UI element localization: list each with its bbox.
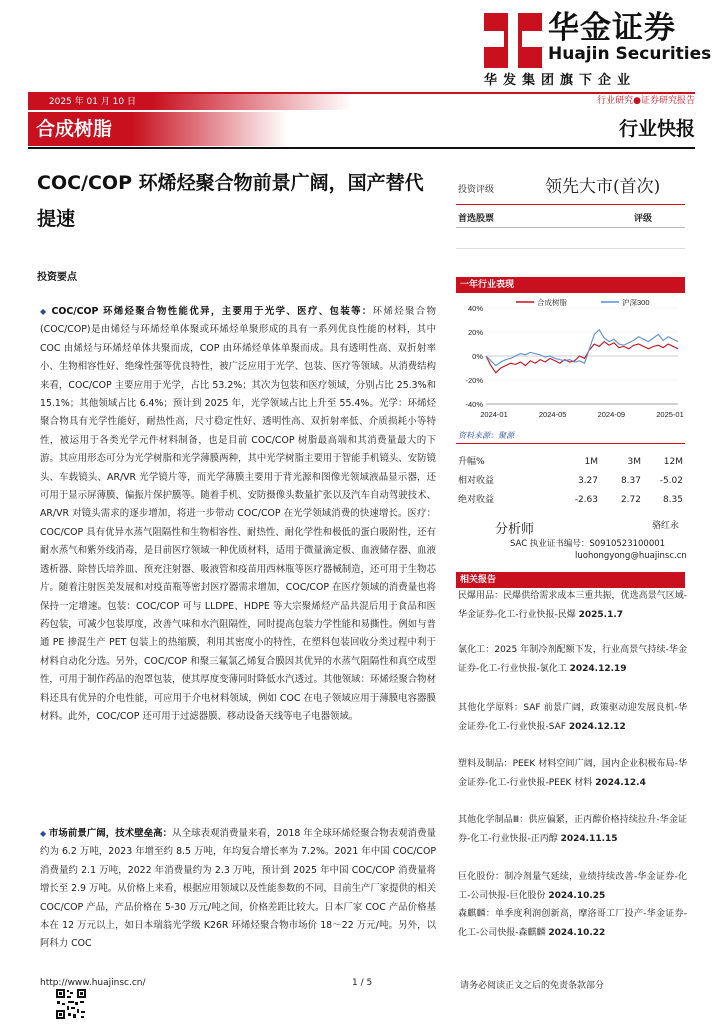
perf-row-relative [458,472,684,490]
perf-cell: 8.35 [662,495,683,505]
perf-header-row [458,453,684,471]
company-slogan: 华发集团旗下企业 [484,73,637,88]
page-number: 1 / 5 [352,978,373,988]
related-date: 2024.12.12 [568,721,626,732]
perf-cell: 3.27 [577,476,598,486]
pick-label: 首选股票 [458,214,495,224]
chart-x-tick-label: 2025-01 [656,410,684,419]
disclaimer-note: 请务必阅读正文之后的免责条款部分 [460,981,605,991]
summary-paragraph-1 [40,303,436,823]
chart-series-line [486,330,678,366]
rating-label: 投资评级 [458,185,495,195]
perf-header: 1M [584,457,598,467]
related-date: 2024.10.25 [548,890,606,901]
chart-y-tick-label: 0% [472,352,483,361]
industry-performance-chart [456,294,685,426]
rating-value: 领先大市(首次) [545,177,661,197]
perf-header: 升幅% [458,457,485,467]
sidebar-rule [456,443,685,444]
perf-section-title: 一年行业表现 [456,277,685,293]
related-text: 森麒麟：单季度利润创新高，摩洛哥工厂投产-华金证券-化工-公司快报-森麒麟 [458,909,687,938]
title-rule [28,147,695,149]
related-report-item[interactable] [458,905,687,942]
para2-body: 从全球表观消费量来看，2018 年全球环烯烃聚合物表观消费量约为 6.2 万吨，2023 年增至约 8.5 万吨，年均复合增长率为 7.2%。2021 年中国 COC/COP 消费量约 2.1 万吨，2022 年消费量约为 2.3 万吨，预计到 2025 年中国 COC/COP 消费量将增长至 2.9 万吨。从价格上来看，根据应用领域以及性能参数的不同，目前生产厂家提供的相关 COC/COP 产品，产品价格在 5-30 万元/吨之间，价格差距比较大。日本厂家 COC 产品价格基本在 12 万元以上，如日本瑞翁光学级 K26R 环烯烃聚合物市场价 18～22 万元/吨。另外，以阿科力 COC [40,828,436,950]
related-text: 其他化学原料：SAF 前景广阔，政策驱动迎发展良机-华金证券-化工-行业快报-SAF [458,703,687,732]
perf-cell: -5.02 [659,476,683,486]
chart-y-tick-label: -40% [465,400,483,409]
related-text: 氯化工：2025 年制冷剂配额下发，行业高景气持续-华金证券-化工-行业快报-氯化工 [458,645,687,674]
para2-lead: 市场前景广阔，技术壁垒高： [48,828,173,839]
related-report-item[interactable] [458,811,687,848]
report-date: 2025 年 01 月 10 日 [28,94,152,110]
related-date: 2024.11.15 [560,833,618,844]
related-section-title: 相关报告 [456,572,685,588]
related-text: 塑料及制品：PEEK 材料空间广阔，国内企业积极布局-华金证券-化工-行业快报-PEEK 材料 [458,759,687,788]
para1-lead: COC/COP 环烯烃聚合物性能优异，主要用于光学、医疗、包装等： [51,306,373,317]
chart-y-tick-label: 40% [467,304,483,313]
analyst-name: 骆红永 [652,521,680,531]
analyst-email[interactable]: luohongyong@huajinsc.cn [575,551,687,561]
sector-banner: 合成树脂 [28,112,288,146]
perf-cell: 绝对收益 [458,495,495,505]
chart-y-tick-label: -20% [465,376,483,385]
qr-code-icon [55,988,87,1020]
related-date: 2024.12.4 [595,777,646,788]
bullet-icon: ◆ [40,307,52,316]
related-date: 2024.12.19 [569,663,627,674]
summary-heading: 投资要点 [37,272,77,283]
analyst-sac: SAC 执业证书编号：S0910523100001 [510,539,666,549]
page-title: COC/COP 环烯烃聚合物前景广阔，国产替代提速 [37,172,424,230]
chart-series-line [486,342,678,373]
perf-cell: -2.63 [574,495,598,505]
chart-x-tick-label: 2024-05 [538,410,567,419]
chart-y-tick-label: 20% [467,328,483,337]
footer-url[interactable]: http://www.huajinsc.cn/ [40,978,146,988]
date-bar-fade [152,94,352,110]
sidebar-rule [456,248,685,249]
chart-x-tick-label: 2024-09 [597,410,626,419]
chart-source: 资料来源：聚源 [458,431,514,440]
pick-rating-label: 评级 [634,214,653,224]
chart-legend-label: 合成树脂 [537,298,567,307]
para1-body: 环烯烃聚合物(COC/COP)是由烯烃与环烯烃单体聚或环烯烃单聚形成的具有一系列优良性能的材料，其中 COC 由烯烃与环烯烃单体共聚而成，COP 由环烯烃单体单聚而成。具有透明性高、双折射率小、生物相容性好、绝缘性强等优良特性，被广泛应用于光学、包装、医疗等领域。从消费结构来看，COC/COP 主要应用于光学，占比 53.2%；其次为包装和医疗领域，分别占比 25.3%和 15.1%；其他领域占比 6.4%；预计到 2025 年，光学领域占比上升至 55.4%。光学：环烯烃聚合物具有光学性能好，耐热性高，尺寸稳定性好、透明性高、双折射率低、介质损耗小等特性，被运用于各类光学元件材料制备，也是目前 COC/COP 树脂最高端和其消费量最大的下游。其应用形态可分为光学树脂和光学薄膜两种，其中光学树脂主要用于智能手机镜头、安防镜头、车载镜头、AR/VR 光学镜片等，而光学薄膜主要用于背光源和图像光领域液晶显示器，还可用于显示屏薄膜、偏振片保护膜等。随着手机、安防摄像头数量扩张以及汽车自动驾驶技术、AR/VR 对镜头需求的逐步增加，将进一步带动 COC/COP 在光学领域消费的快速增长。医疗：COC/COP 具有优异水蒸气阻隔性和生物相容性、耐热性、耐化学性和极低的蛋白吸附性，还有耐水蒸气和紫外线消毒，是目前医疗领域一种优质材料，适用于微量滴定板、血液储存器、血液透析器、除替氏培养皿、预充注射器、吸液管和疫苗用西林瓶等医疗器械制造，还可用于生物芯片。随着注射医美发展和对疫苗瓶等密封医疗器需求增加，COC/COP 在医疗领域的消费量也将保持一定增速。包装：COC/COP 可与 LLDPE、HDPE 等大宗聚烯烃产品共混后用于食品和医药包装，可减少包装厚度，改善气味和水汽阻隔性，同时提高包装力学性能和易撕性。例如与普通 PE 掺混生产 PET 包装上的热缩膜，利用其密度小的特性，在塑料包装回收分类过程中利于材料自动化分选。另外，COC/COP 和聚三氟氯乙烯复合膜因其优异的水蒸气阻隔性和真空成型性，可用于制作药品的泡罩包装，使其厚度变薄同时降低水汽透过。其他领域：环烯烃聚合物材料还具有优异的介电性能，可应用于介电材料领域，例如 COC 在电子领域应用于薄膜电容器膜材料。此外，COC/COP 还可用于过滤器膜、移动设备天线等电子电器领域。 [40,306,436,722]
related-report-item[interactable] [458,755,687,792]
report-kind: 行业快报 [618,118,695,140]
perf-row-absolute [458,491,684,509]
related-report-item[interactable] [458,868,687,905]
logo-icon [484,13,542,68]
logo-text-en: Huajin Securities [548,44,712,64]
related-date: 2024.10.22 [548,927,606,938]
perf-header: 12M [663,457,683,467]
related-text: 巨化股份：制冷剂量气延续，业绩持续改善-华金证券-化工-公司快报-巨化股份 [458,872,687,901]
chart-x-tick-label: 2024-01 [480,410,508,419]
bullet-icon: ◆ [40,829,49,838]
chart-legend-label: 沪深300 [622,298,650,307]
related-report-item[interactable] [458,699,687,736]
related-text: 民爆用品：民爆供给需求成本三重共振，优选高景气区域-华金证券-化工-行业快报-民爆 [458,591,687,620]
sidebar-rule [456,227,685,228]
perf-header: 3M [627,457,641,467]
perf-cell: 相对收益 [458,476,495,486]
related-text: 其他化学制品Ⅲ：供应偏紧，正丙醇价格持续拉升-华金证券-化工-行业快报-正丙醇 [458,815,687,844]
related-date: 2025.1.7 [578,609,624,620]
summary-paragraph-2 [40,825,436,965]
perf-cell: 2.72 [620,495,641,505]
perf-cell: 8.37 [620,476,641,486]
related-report-item[interactable] [458,641,687,678]
sidebar-rule [456,204,685,205]
analyst-heading: 分析师 [495,522,535,537]
report-type: 行业研究●证券研究报告 [597,96,695,106]
related-report-item[interactable] [458,587,687,624]
logo-text-cn: 华金证券 [548,10,676,46]
